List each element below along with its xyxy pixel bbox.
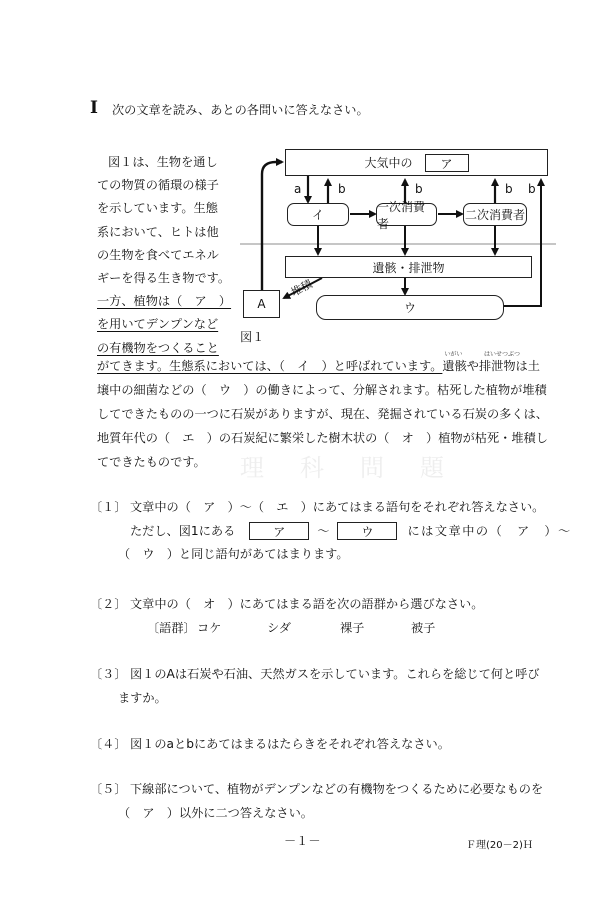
q5-line1: 下線部について、植物がデンプンなどの有機物をつくるために必要なものを	[130, 782, 544, 796]
arrow-fossil-atmosphere	[262, 162, 282, 290]
q1-box-u: ウ	[337, 522, 397, 540]
passage-line-d: 地質年代の（ エ ）の石炭紀に繁栄した樹木状の（ オ ）植物が枯死・堆積し	[97, 431, 548, 445]
atmosphere-blank: ア	[425, 154, 469, 172]
underlined-line: 一方、植物は（ ア ）	[97, 294, 232, 309]
passage-line: を示しています。生態	[97, 201, 218, 216]
producer-box: イ	[287, 203, 349, 226]
q1-box-a: ア	[249, 522, 309, 540]
q3-number: 〔３〕	[90, 667, 127, 681]
atmosphere-box	[285, 149, 548, 176]
ruby: はいせつぶつ	[483, 351, 520, 358]
sediment-label: 堆積	[288, 277, 315, 300]
arrow-b-decomposer	[504, 180, 541, 306]
q5-number: 〔５〕	[90, 782, 127, 796]
section-instruction: 次の文章を読み、あとの各問いに答えなさい。	[112, 103, 369, 117]
q2-number: 〔２〕	[90, 597, 127, 611]
section-numeral: I	[90, 98, 98, 118]
q1-number: 〔１〕	[90, 500, 127, 514]
q1-line2: ただし、図1にある ア ～ ウ には文章中の（ ア ）～	[130, 524, 572, 539]
label-b: b	[505, 182, 513, 196]
passage-line-e: てできたものです。	[97, 455, 206, 469]
exam-code: Ｆ理(20－2)Ｈ	[466, 840, 533, 851]
q3-line2: ますか。	[118, 691, 167, 705]
secondary-consumer-box: 二次消費者	[463, 203, 527, 226]
q5-line2: （ ア ）以外に二つ答えなさい。	[118, 806, 313, 820]
passage-line: の生物を食べてエネル	[97, 247, 219, 262]
q4-number: 〔４〕	[90, 737, 127, 751]
ruby: いがい	[444, 351, 463, 358]
passage-line: 系において、ヒトは他	[97, 224, 219, 239]
passage-line-a: がてきます。生態系においては、（ イ ）と呼ばれています。 いがい 遺骸や はいせつぶつ 排泄物は土	[97, 351, 540, 373]
q2-line1: 文章中の（ オ ）にあてはまる語を次の語群から選びなさい。	[130, 597, 484, 611]
label-b: b	[415, 182, 423, 196]
q2-option: シダ	[267, 621, 291, 635]
passage-line: 図１は、生物を通し	[108, 155, 218, 169]
q2-option: 被子	[411, 621, 436, 635]
label-b: b	[528, 182, 536, 196]
primary-consumer-box: 一次消費者	[376, 203, 437, 226]
page-number: －１－	[284, 834, 321, 848]
decomposer-box: ウ	[316, 295, 504, 320]
q2-group-label: 〔語群〕	[147, 621, 196, 635]
figure-caption: 図１	[240, 330, 265, 344]
q1-line3: （ ウ ）と同じ語句があてはまります。	[118, 547, 349, 561]
q1-line1: 文章中の（ ア ）～（ エ ）にあてはまる語句をそれぞれ答えなさい。	[130, 500, 545, 514]
underlined-line: の有機物をつくること	[97, 340, 219, 355]
remains-box: 遺骸・排泄物	[285, 256, 532, 278]
fossil-box: A	[243, 290, 280, 318]
q2-option: 裸子	[340, 621, 365, 635]
q2-option: コケ	[197, 621, 222, 635]
q4-line1: 図１のaとbにあてはまるはたらきをそれぞれ答えなさい。	[130, 737, 450, 751]
label-b: b	[338, 182, 346, 196]
underlined-line: を用いてデンプンなど	[97, 317, 219, 332]
label-a: a	[294, 182, 302, 196]
passage-line-b: 壌中の細菌などの（ ウ ）の働きによって、分解されます。枯死した植物が堆積	[97, 383, 547, 397]
atmosphere-label: 大気中の	[364, 156, 413, 170]
passage-line-c: してできたものの一つに石炭がありますが、現在、発掘されている石炭の多くは、	[97, 407, 548, 421]
passage-line: ギーを得る生き物です。	[97, 271, 231, 286]
watermark: 理 科 問 題	[240, 454, 450, 482]
passage-line: ての物質の循環の様子	[97, 178, 219, 193]
q3-line1: 図１のAは石炭や石油、天然ガスを示しています。これらを総じて何と呼び	[130, 667, 540, 681]
